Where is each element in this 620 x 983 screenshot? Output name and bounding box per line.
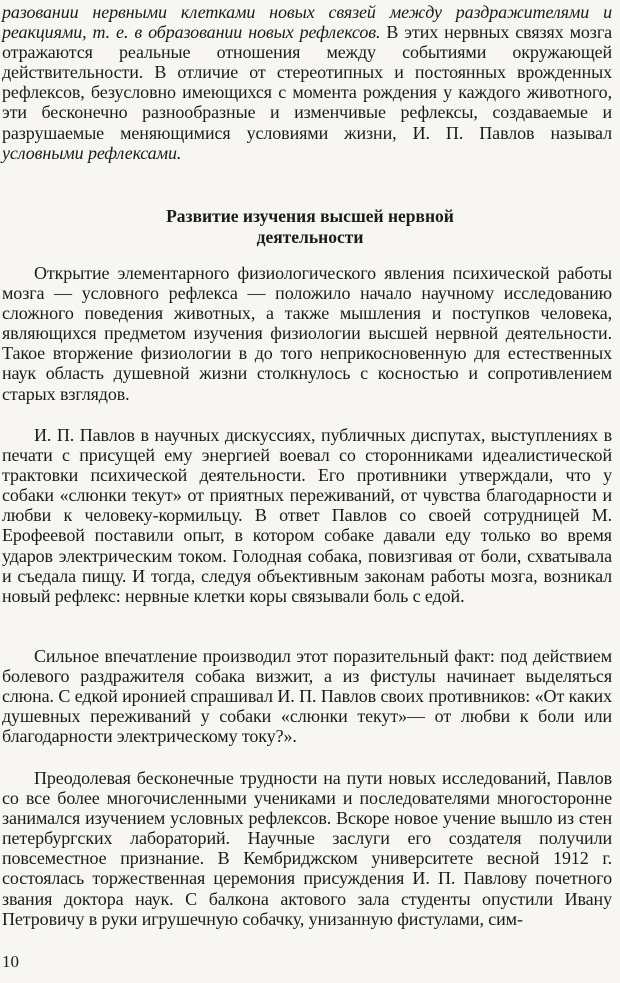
page-number: 10 [2, 952, 19, 971]
paragraph-recognition: Преодолевая бесконечные трудности на пути новых исследований, Павлов со все более многочисленными учениками и последователями многосторонне занимался изучением условных рефлексов. Вскоре новое учение вышло из стен петербургских лабораторий. Научные заслуги его создателя получили повсеместное признание. В Кембриджском университете весной 1912 г. состоялась торжественная церемония присуждения И. П. Павлову почетного звания доктора наук. С балкона актового зала студенты опустили Ивану Петровичу в руки игрушечную собачку, унизанную фистулами, сим- [2, 768, 612, 929]
paragraph-body: В этих нервных связях мозга отражаются реальные отношения между событиями окружающей действительности. В отличие от стереотипных и постоянных врожденных рефлексов, безусловно имеющихся с момента рождения у каждого животного, эти бесконечно разнообразные и изменчивые рефлексы, создаваемые и разрушаемые меняющимися условиями жизни, И. П. Павлов называл [2, 22, 612, 143]
heading-line-2: деятельности [256, 227, 364, 247]
italic-term: условными рефлексами. [2, 142, 182, 163]
paragraph-intro [2, 2, 612, 163]
paragraph-pavlov-debates: И. П. Павлов в научных дискуссиях, публичных диспутах, выступлениях в печати с присущей ему энергией воевал со сторонниками идеалистической трактовки психической деятельности. Его противники утверждали, что у собаки «слюнки текут» от приятных переживаний, от чувства благодарности и любви к человеку-кормильцу. В ответ Павлов со своей сотрудницей М. Ерофеевой поставили опыт, в котором собаке давали еду только во время ударов электрическим током. Голодная собака, повизгивая от боли, схватывала и съедала пищу. И тогда, следуя объективным законам работы мозга, возникал новый рефлекс: нервные клетки коры связывали боль с едой. [2, 425, 612, 606]
heading-line-1: Развитие изучения высшей нервной [166, 206, 454, 226]
italic-lead: разовании нервными клетками новых связей между раздражителями и реакциями, т. е. в образовании новых рефлексов. [2, 2, 612, 43]
paragraph-discovery: Открытие элементарного физиологического явления психической работы мозга — условного рефлекса — положило начало научному исследованию сложного поведения животных, а также мышления и поступков человека, являющихся предметом изучения физиологии высшей нервной деятельности. Такое вторжение физиологии в до того неприкосновенную для естественных наук область душевной жизни столкнулось с косностью и сопротивлением старых взглядов. [2, 263, 612, 404]
paragraph-impression: Сильное впечатление производил этот поразительный факт: под действием болевого раздражителя собака визжит, а из фистулы начинает выделяться слюна. С едкой иронией спрашивал И. П. Павлов своих противников: «От каких душевных переживаний у собаки «слюнки текут»— от любви к боли или благодарности электрическому току?». [2, 646, 612, 747]
section-heading [0, 206, 620, 248]
